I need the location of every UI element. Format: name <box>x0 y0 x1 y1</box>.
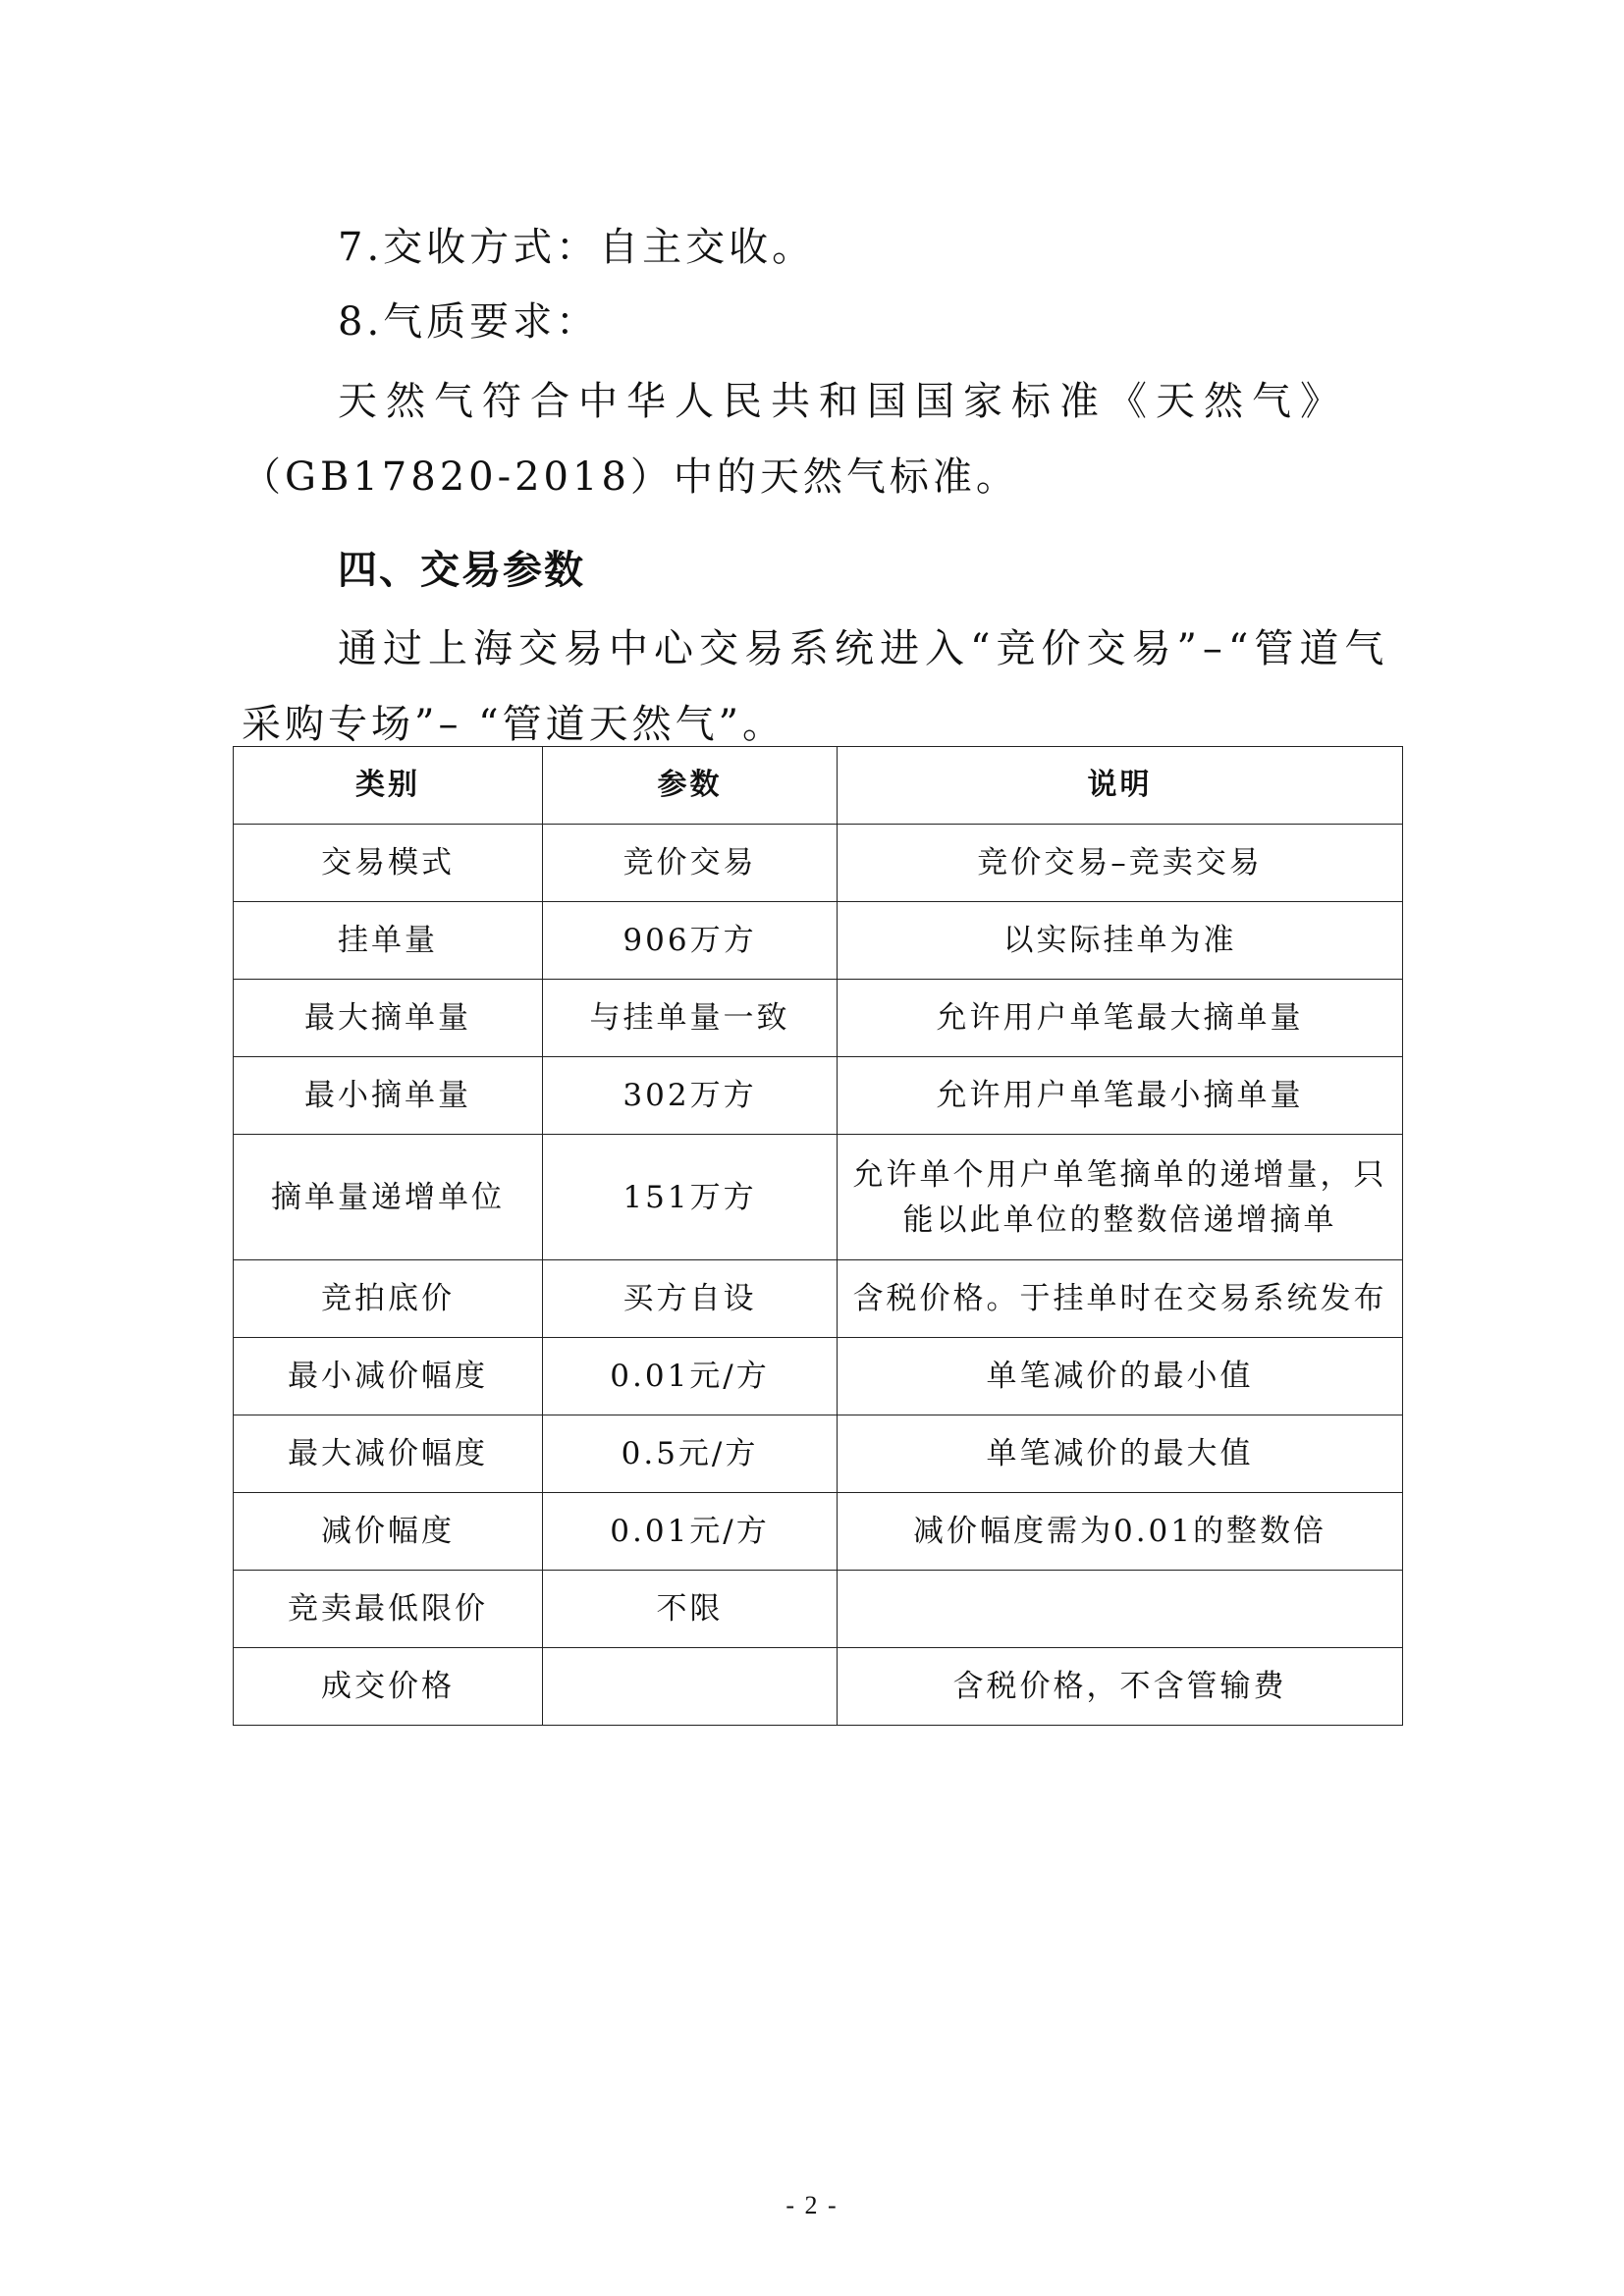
table-row <box>234 1415 1403 1493</box>
section-intro-line-2: 采购专场”– “管道天然气”。 <box>242 702 786 747</box>
cell-category: 最小减价幅度 <box>234 1338 543 1415</box>
cell-parameter: 0.5元/方 <box>543 1415 838 1493</box>
cell-description: 含税价格，不含管输费 <box>838 1648 1403 1726</box>
header-parameter: 参数 <box>543 747 838 825</box>
gas-quality-text-line-2: （GB17820-2018）中的天然气标准。 <box>242 454 1019 500</box>
cell-parameter: 151万方 <box>543 1135 838 1260</box>
header-description: 说明 <box>838 747 1403 825</box>
table-row <box>234 1493 1403 1571</box>
cell-description <box>838 1135 1403 1260</box>
cell-description: 含税价格。于挂单时在交易系统发布 <box>838 1260 1403 1338</box>
cell-description <box>838 1571 1403 1648</box>
cell-description-line-1: 允许单个用户单笔摘单的递增量，只 <box>852 1156 1387 1193</box>
table-row <box>234 902 1403 980</box>
cell-parameter <box>543 1648 838 1726</box>
header-category: 类别 <box>234 747 543 825</box>
cell-category: 交易模式 <box>234 825 543 902</box>
trading-parameters-table <box>233 746 1403 1726</box>
cell-description: 减价幅度需为0.01的整数倍 <box>838 1493 1403 1571</box>
section-intro-line-1: 通过上海交易中心交易系统进入“竞价交易”–“管道气 <box>338 626 1390 671</box>
cell-category: 减价幅度 <box>234 1493 543 1571</box>
cell-parameter: 竞价交易 <box>543 825 838 902</box>
table-row <box>234 1135 1403 1260</box>
item-7-delivery-method: 7.交收方式：自主交收。 <box>338 225 816 270</box>
table-row <box>234 825 1403 902</box>
cell-parameter: 906万方 <box>543 902 838 980</box>
cell-category: 最大减价幅度 <box>234 1415 543 1493</box>
cell-category: 成交价格 <box>234 1648 543 1726</box>
cell-description: 单笔减价的最小值 <box>838 1338 1403 1415</box>
cell-parameter: 与挂单量一致 <box>543 980 838 1057</box>
cell-description-line-2: 能以此单位的整数倍递增摘单 <box>902 1201 1337 1238</box>
table-row <box>234 1648 1403 1726</box>
cell-category: 最大摘单量 <box>234 980 543 1057</box>
table-row <box>234 1571 1403 1648</box>
cell-category: 竞卖最低限价 <box>234 1571 543 1648</box>
cell-category: 摘单量递增单位 <box>234 1135 543 1260</box>
table-row <box>234 1338 1403 1415</box>
gas-quality-text-line-1: 天然气符合中华人民共和国国家标准《天然气》 <box>338 379 1348 424</box>
cell-parameter: 0.01元/方 <box>543 1338 838 1415</box>
cell-description: 以实际挂单为准 <box>838 902 1403 980</box>
cell-description: 允许用户单笔最大摘单量 <box>838 980 1403 1057</box>
cell-category: 最小摘单量 <box>234 1057 543 1135</box>
cell-category: 挂单量 <box>234 902 543 980</box>
item-8-gas-quality-label: 8.气质要求： <box>338 299 600 345</box>
section-heading-trading-parameters: 四、交易参数 <box>338 548 585 593</box>
table-row <box>234 980 1403 1057</box>
cell-parameter: 买方自设 <box>543 1260 838 1338</box>
table-header-row <box>234 747 1403 825</box>
cell-category: 竞拍底价 <box>234 1260 543 1338</box>
cell-parameter: 不限 <box>543 1571 838 1648</box>
cell-parameter: 302万方 <box>543 1057 838 1135</box>
cell-description: 允许用户单笔最小摘单量 <box>838 1057 1403 1135</box>
cell-description: 竞价交易–竞卖交易 <box>838 825 1403 902</box>
cell-description: 单笔减价的最大值 <box>838 1415 1403 1493</box>
table-row <box>234 1260 1403 1338</box>
cell-parameter: 0.01元/方 <box>543 1493 838 1571</box>
table-row <box>234 1057 1403 1135</box>
page-number: - 2 - <box>785 2191 839 2219</box>
